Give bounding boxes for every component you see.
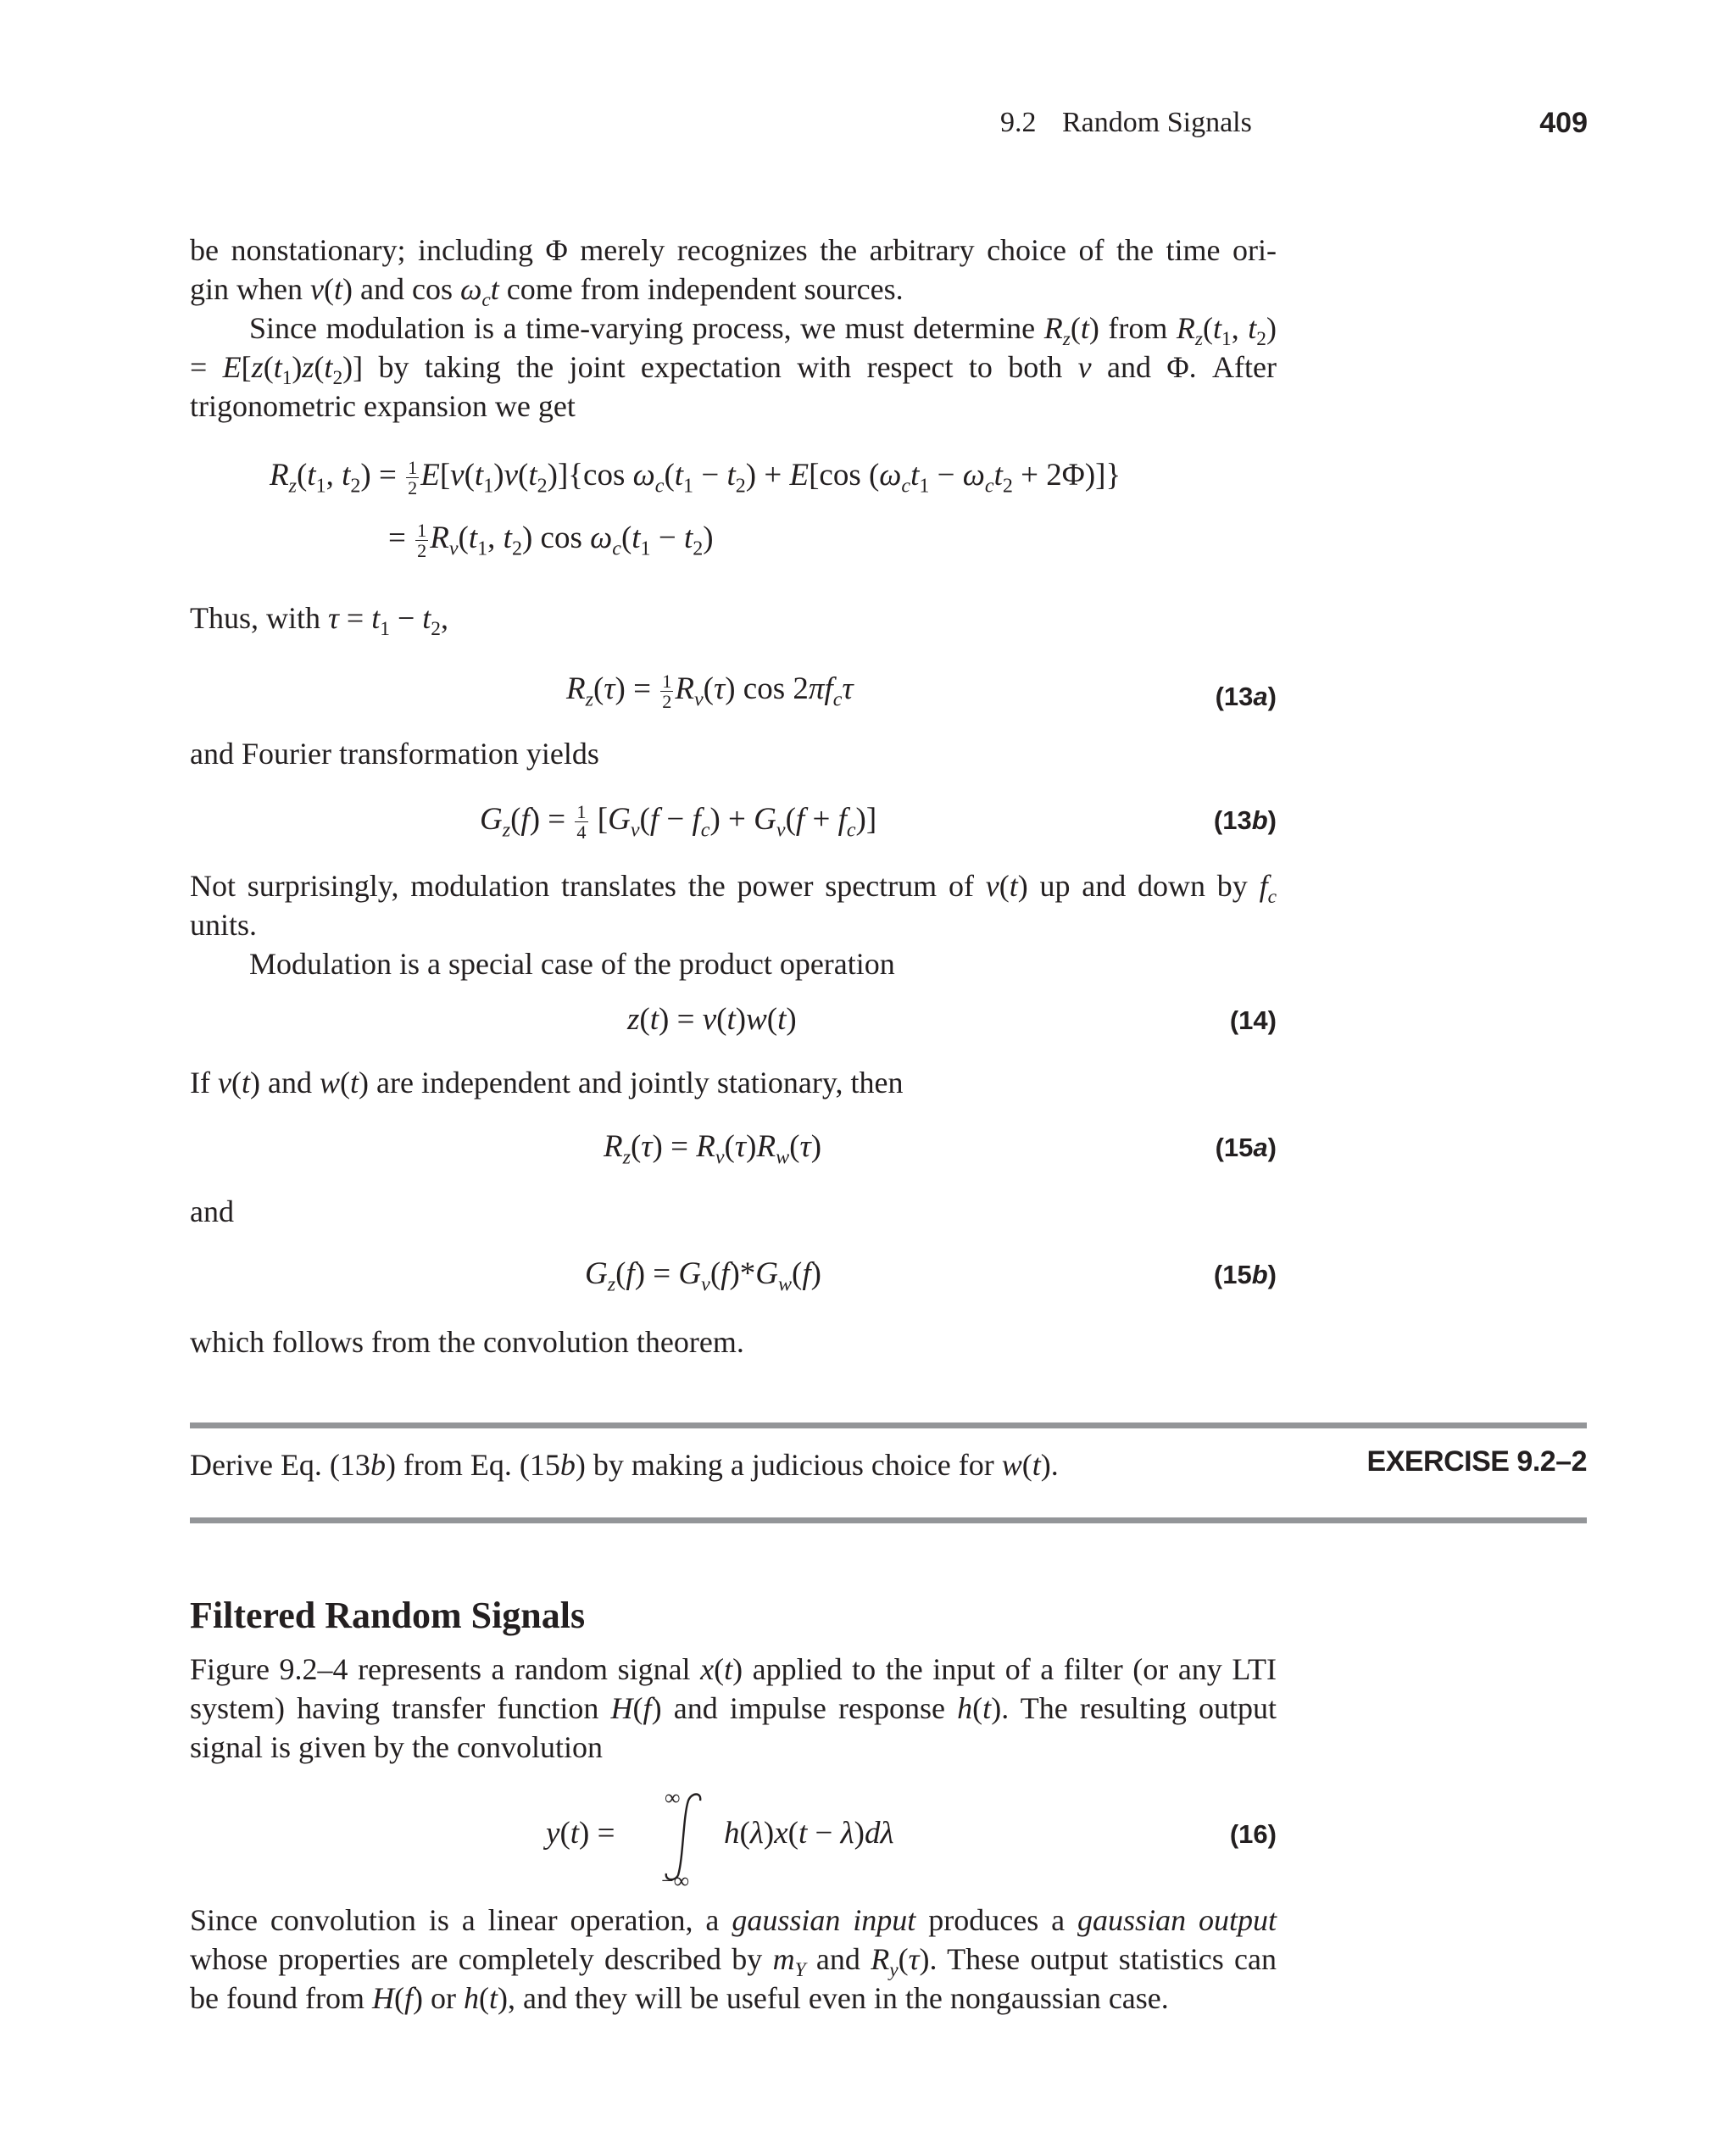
text-and: and xyxy=(190,1194,234,1228)
equation-number-13a: (13a) xyxy=(1215,682,1277,711)
exercise-bottom-rule xyxy=(190,1517,1587,1523)
equation-autocorrelation-line1: $R_z(t_1$, $t_2$) = $\frac{1}{2}$ $E[v(t_1)v(t_2)]\{\cos$ $\omega_c(t_1 - t_2) + E[\cos$ $(\omega_ct_1 - \omega_ct_2 + 2\Phi)$]} xyxy=(270,456,1121,499)
exercise-prompt: Derive Eq. (13b) from Eq. (15b) by making a judicious choice for w(t). xyxy=(190,1448,1059,1482)
equation-14: z(t) = v(t)w(t) xyxy=(627,1002,797,1037)
page-number: 409 xyxy=(1539,107,1588,139)
exercise-top-rule xyxy=(190,1422,1587,1428)
paragraph-filtered-signals: Figure 9.2–4 represents a random signal x(t) applied to the input of a filter (or any LTI system) having transfer function H(f) and impulse response h(t). The resulting output signal is given by the convolution xyxy=(190,1652,1277,1764)
text-fourier: and Fourier transformation yields xyxy=(190,737,599,771)
text-independent: If v(t) and w(t) are independent and jointly stationary, then xyxy=(190,1066,904,1100)
equation-number-14: (14) xyxy=(1229,1005,1277,1035)
equation-autocorrelation-line2: = $\frac{1}{2}$ $R_v(t_1$, $t_2$) $\cos \omega_c(t_1 - t_2)$ xyxy=(388,519,714,562)
equation-number-13b: (13b) xyxy=(1213,805,1277,835)
equation-13a: $R_z(\tau)$ = $\frac{1}{2}$ $R_v(\tau)$ $\cos 2\pi f_c\tau$ xyxy=(566,670,854,713)
text-thus: Thus, with $\tau = t_1 - t_2$, xyxy=(190,601,448,641)
running-header xyxy=(1000,107,1252,139)
header-section-number: 9.2 xyxy=(1000,107,1037,138)
integral-lower-limit: −∞ xyxy=(661,1868,690,1893)
equation-13b: $G_z(f)$ = $\frac{1}{4}$ $[G_v(f - f_c) + G_v(f + f_c)]$ xyxy=(480,800,877,843)
equation-number-16: (16) xyxy=(1229,1819,1277,1849)
text-product-operation: Modulation is a special case of the product operation xyxy=(249,947,895,981)
equation-15b: $G_z(f) = G_v(f)*G_w(f)$ xyxy=(585,1256,821,1296)
equation-number-15b: (15b) xyxy=(1213,1260,1277,1289)
paragraph-nonstationary xyxy=(190,231,1277,312)
header-section-title: Random Signals xyxy=(1062,107,1252,138)
exercise-label: EXERCISE 9.2–2 xyxy=(1366,1445,1587,1478)
equation-number-15a: (15a) xyxy=(1215,1133,1277,1162)
section-heading: Filtered Random Signals xyxy=(190,1595,586,1636)
text-convolution-theorem: which follows from the convolution theorem. xyxy=(190,1325,744,1359)
equation-16-lhs: y(t) = xyxy=(546,1816,615,1851)
para1-line2: gin when v(t) and $\cos \omega_ct$ come from independent sources. xyxy=(190,272,904,312)
paragraph-gaussian-output: Since convolution is a linear operation, a gaussian input produces a gaussian output whose properties are completely described by $m_Y$ and $R_y(\tau)$. These output statistics can be found from H(f) or h(t), and they will be useful even in the nongaussian case. xyxy=(190,1903,1277,2015)
paragraph-translation: Not surprisingly, modulation translates the power spectrum of v(t) up and down by $f_c$ units. xyxy=(190,869,1277,942)
integral-upper-limit: ∞ xyxy=(665,1785,681,1810)
equation-16-integrand: h(λ)x(t − λ)dλ xyxy=(724,1816,894,1851)
paragraph-modulation-timevarying: Since modulation is a time-varying process, we must determine $R_z(t)$ from $R_z(t_1$, $t_2) = E[z(t_1)z(t_2)]$ by taking the joint expectation with respect to both v and Φ. After trigonometric expansion we get xyxy=(190,311,1277,423)
equation-15a: $R_z(\tau) = R_v(\tau)R_w(\tau)$ xyxy=(604,1129,822,1169)
para1-line1: be nonstationary; including Φ merely recognizes the arbitrary choice of the time ori- xyxy=(190,233,1277,267)
